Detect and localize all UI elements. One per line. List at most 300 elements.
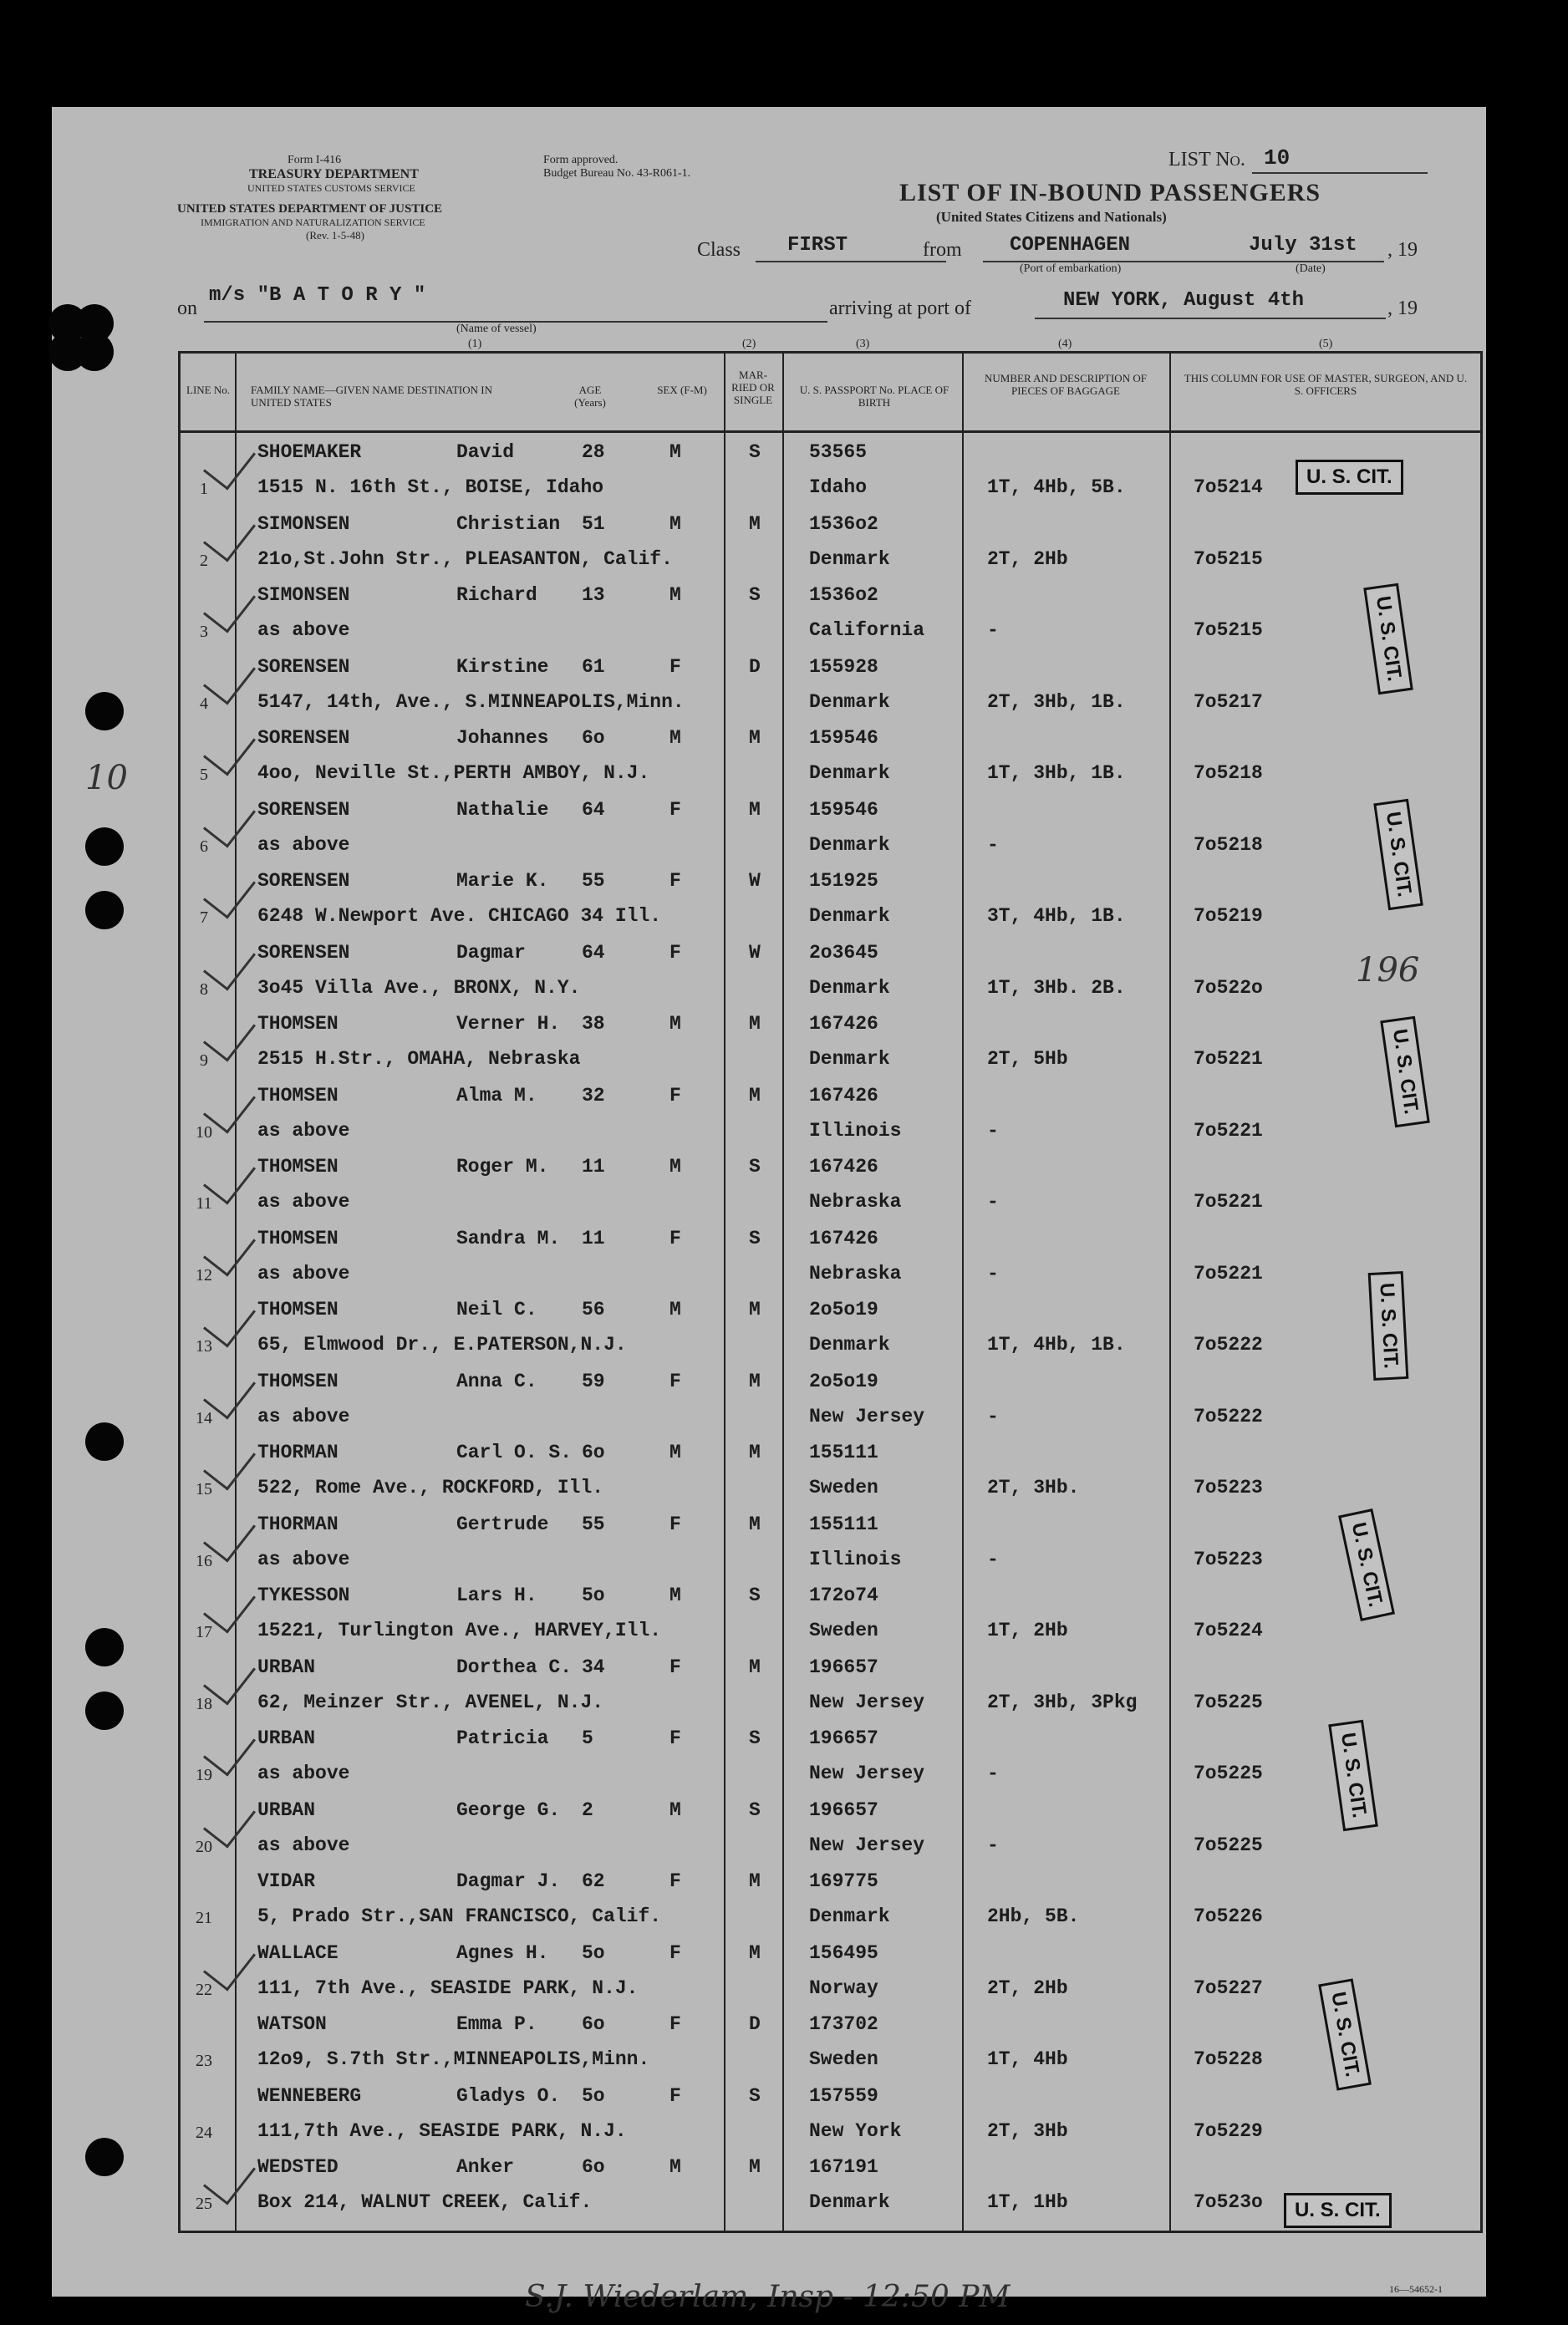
given-name-cell: Nathalie <box>456 798 549 821</box>
destination-cell: 2515 H.Str., OMAHA, Nebraska <box>257 1048 581 1070</box>
table-row <box>181 791 1480 862</box>
surname-cell: THOMSEN <box>257 1156 339 1178</box>
ins-service: IMMIGRATION AND NATURALIZATION SERVICE <box>201 216 425 228</box>
destination-cell: as above <box>257 619 350 641</box>
treasury-dept: TREASURY DEPARTMENT <box>249 167 419 181</box>
officer-code-cell: 7o523o <box>1194 2191 1263 2213</box>
destination-cell: as above <box>257 1405 350 1427</box>
table-row <box>181 1505 1480 1577</box>
line-number-cell: 8 <box>200 979 208 999</box>
given-name-cell: Roger M. <box>456 1156 549 1178</box>
sex-cell: F <box>669 1870 681 1892</box>
embarkation-date: July 31st <box>1249 234 1357 257</box>
passport-number-cell: 167191 <box>809 2156 878 2178</box>
given-name-cell: Kirstine <box>456 655 549 678</box>
column-number: (2) <box>742 338 756 350</box>
passport-number-cell: 2o3645 <box>809 941 878 964</box>
destination-cell: 15221, Turlington Ave., HARVEY,Ill. <box>257 1620 662 1641</box>
officer-code-cell: 7o5215 <box>1194 619 1263 641</box>
passport-number-cell: 173702 <box>809 2013 878 2035</box>
baggage-cell: 2T, 2Hb <box>987 1977 1068 1999</box>
age-cell: 11 <box>582 1227 605 1249</box>
given-name-cell: Richard <box>456 584 537 606</box>
birthplace-cell: Norway <box>809 1977 878 1999</box>
sex-cell: F <box>669 798 681 821</box>
baggage-cell: 2Hb, 5B. <box>987 1905 1080 1927</box>
header-officers: THIS COLUMN FOR USE OF MASTER, SURGEON, AND U. S. OFFICERS <box>1184 372 1468 397</box>
baggage-cell: - <box>987 1548 999 1570</box>
destination-cell: as above <box>257 1548 350 1570</box>
sex-cell: F <box>669 1656 681 1678</box>
sex-cell: F <box>669 655 681 678</box>
officer-code-cell: 7o5218 <box>1194 833 1263 856</box>
surname-cell: THOMSEN <box>257 1084 339 1107</box>
sex-cell: M <box>669 2156 681 2178</box>
baggage-cell: 1T, 1Hb <box>987 2191 1068 2213</box>
age-cell: 55 <box>582 1513 605 1535</box>
marital-status-cell: S <box>749 1798 761 1821</box>
birthplace-cell: Illinois <box>809 1548 902 1570</box>
marital-status-cell: S <box>749 441 761 463</box>
on-label: on <box>177 298 197 319</box>
baggage-cell: - <box>987 1405 999 1427</box>
line-number-cell: 15 <box>196 1480 212 1498</box>
sex-cell: M <box>669 1798 681 1821</box>
birthplace-cell: Denmark <box>809 1334 890 1356</box>
officer-code-cell: 7o5225 <box>1194 1691 1263 1713</box>
given-name-cell: Anker <box>456 2156 515 2178</box>
line-number-cell: 20 <box>196 1837 212 1856</box>
officer-code-cell: 7o5224 <box>1194 1620 1263 1641</box>
baggage-cell: 1T, 4Hb <box>987 2048 1068 2070</box>
table-row <box>181 505 1480 577</box>
marital-status-cell: S <box>749 1227 761 1249</box>
passport-number-cell: 155111 <box>809 1513 878 1535</box>
marital-status-cell: M <box>749 1656 761 1678</box>
age-cell: 6o <box>582 727 605 749</box>
baggage-cell: 1T, 4Hb, 1B. <box>987 1334 1126 1356</box>
officer-code-cell: 7o5221 <box>1194 1262 1263 1285</box>
class-underline <box>756 261 946 262</box>
given-name-cell: Lars H. <box>456 1585 537 1606</box>
table-row <box>181 2005 1480 2077</box>
passenger-table <box>178 351 1483 2233</box>
vessel-note: (Name of vessel) <box>456 323 537 335</box>
sex-cell: F <box>669 1084 681 1107</box>
table-row <box>181 719 1480 791</box>
sex-cell: M <box>669 727 681 749</box>
birthplace-cell: California <box>809 619 925 641</box>
marital-status-cell: W <box>749 870 761 892</box>
arrival-underline <box>1035 318 1386 319</box>
passport-number-cell: 159546 <box>809 727 878 749</box>
punch-hole <box>85 1692 124 1730</box>
age-cell: 62 <box>582 1870 605 1892</box>
line-number-cell: 5 <box>200 766 208 784</box>
destination-cell: 6248 W.Newport Ave. CHICAGO 34 Ill. <box>257 905 662 927</box>
surname-cell: SHOEMAKER <box>257 441 362 463</box>
line-number-cell: 25 <box>196 2195 212 2213</box>
destination-cell: as above <box>257 1262 350 1285</box>
punch-hole <box>85 1422 124 1461</box>
age-cell: 59 <box>582 1370 605 1392</box>
baggage-cell: - <box>987 1191 999 1213</box>
officer-code-cell: 7o522o <box>1194 976 1263 999</box>
officer-code-cell: 7o5217 <box>1194 690 1263 713</box>
justice-dept: UNITED STATES DEPARTMENT OF JUSTICE <box>177 202 443 216</box>
passport-number-cell: 1536o2 <box>809 512 878 535</box>
baggage-cell: 2T, 3Hb <box>987 2119 1068 2142</box>
surname-cell: WALLACE <box>257 1941 339 1964</box>
destination-cell: as above <box>257 1763 350 1784</box>
marital-status-cell: W <box>749 941 761 964</box>
punch-hole <box>85 2138 124 2176</box>
marital-status-cell: S <box>749 584 761 606</box>
given-name-cell: Neil C. <box>456 1299 537 1320</box>
marital-status-cell: M <box>749 727 761 749</box>
officer-code-cell: 7o5227 <box>1194 1977 1263 1999</box>
birthplace-cell: New York <box>809 2119 902 2142</box>
table-row <box>181 1648 1480 1720</box>
line-number-cell: 6 <box>200 837 208 856</box>
officer-code-cell: 7o5214 <box>1194 476 1263 498</box>
header-baggage: NUMBER AND DESCRIPTION OF PIECES OF BAGGAGE <box>985 372 1147 397</box>
sex-cell: F <box>669 1227 681 1249</box>
document-title: LIST OF IN-BOUND PASSENGERS <box>899 179 1321 206</box>
officer-code-cell: 7o5215 <box>1194 547 1263 570</box>
destination-cell: as above <box>257 1191 350 1213</box>
age-cell: 5o <box>582 1585 605 1606</box>
given-name-cell: Marie K. <box>456 870 549 892</box>
table-row <box>181 1076 1480 1148</box>
birthplace-cell: New Jersey <box>809 1405 925 1427</box>
side-note: 196 <box>1356 951 1420 990</box>
given-name-cell: Johannes <box>456 727 549 749</box>
line-number-cell: 11 <box>196 1194 212 1213</box>
birthplace-cell: New Jersey <box>809 1834 925 1856</box>
surname-cell: THOMSEN <box>257 1299 339 1320</box>
table-row <box>181 433 1480 505</box>
birthplace-cell: Denmark <box>809 905 890 927</box>
surname-cell: SIMONSEN <box>257 512 350 535</box>
baggage-cell: - <box>987 619 999 641</box>
birthplace-cell: Denmark <box>809 547 890 570</box>
line-number-cell: 17 <box>196 1623 212 1641</box>
officer-code-cell: 7o5218 <box>1194 762 1263 784</box>
officer-code-cell: 7o5226 <box>1194 1905 1263 1927</box>
baggage-cell: 2T, 2Hb <box>987 547 1068 570</box>
age-cell: 55 <box>582 870 605 892</box>
punch-hole <box>75 333 114 371</box>
year-label: , 19 <box>1387 239 1418 261</box>
surname-cell: THOMSEN <box>257 1227 339 1249</box>
destination-cell: 5147, 14th, Ave., S.MINNEAPOLIS,Minn. <box>257 690 685 713</box>
marital-status-cell: M <box>749 1013 761 1035</box>
given-name-cell: Sandra M. <box>456 1227 561 1249</box>
given-name-cell: Dagmar J. <box>456 1870 561 1892</box>
birthplace-cell: Denmark <box>809 762 890 784</box>
officer-code-cell: 7o5221 <box>1194 1048 1263 1070</box>
given-name-cell: Gladys O. <box>456 2084 561 2107</box>
surname-cell: TYKESSON <box>257 1585 350 1606</box>
birthplace-cell: Denmark <box>809 2191 890 2213</box>
age-cell: 28 <box>582 441 605 463</box>
table-row <box>181 1719 1480 1791</box>
marital-status-cell: M <box>749 1513 761 1535</box>
given-name-cell: Dorthea C. <box>456 1656 573 1678</box>
officer-code-cell: 7o5225 <box>1194 1834 1263 1856</box>
passport-number-cell: 167426 <box>809 1084 878 1107</box>
given-name-cell: David <box>456 441 515 463</box>
passport-number-cell: 167426 <box>809 1013 878 1035</box>
header-age: AGE (Years) <box>574 384 606 409</box>
birthplace-cell: Denmark <box>809 1905 890 1927</box>
inspector-signature: S.J. Wiederlam, Insp - 12:50 PM <box>525 2280 1011 2314</box>
line-number-cell: 18 <box>196 1694 212 1713</box>
table-row <box>181 1147 1480 1219</box>
passport-number-cell: 196657 <box>809 1798 878 1821</box>
given-name-cell: Christian <box>456 512 561 535</box>
column-number: (3) <box>856 338 870 350</box>
officer-code-cell: 7o5221 <box>1194 1119 1263 1142</box>
list-number: 10 <box>1264 145 1291 170</box>
table-row <box>181 1219 1480 1291</box>
header-married: MAR-RIED OR SINGLE <box>731 369 775 406</box>
table-row <box>181 1791 1480 1863</box>
age-cell: 61 <box>582 655 605 678</box>
marital-status-cell: M <box>749 1870 761 1892</box>
sex-cell: F <box>669 2013 681 2035</box>
column-number: (4) <box>1058 338 1072 350</box>
surname-cell: SORENSEN <box>257 798 350 821</box>
passport-number-cell: 157559 <box>809 2084 878 2107</box>
line-number-cell: 22 <box>196 1980 212 1999</box>
destination-cell: 21o,St.John Str., PLEASANTON, Calif. <box>257 547 673 570</box>
punch-hole <box>85 891 124 929</box>
sex-cell: M <box>669 1013 681 1035</box>
line-number-cell: 24 <box>196 2123 212 2142</box>
passport-number-cell: 159546 <box>809 798 878 821</box>
line-number-cell: 10 <box>196 1122 212 1142</box>
punch-hole <box>85 692 124 730</box>
destination-cell: 1515 N. 16th St., BOISE, Idaho <box>257 476 604 498</box>
age-cell: 2 <box>582 1798 593 1821</box>
passport-number-cell: 196657 <box>809 1727 878 1749</box>
passport-number-cell: 2o5o19 <box>809 1299 878 1320</box>
passport-number-cell: 1536o2 <box>809 584 878 606</box>
officer-code-cell: 7o5223 <box>1194 1477 1263 1498</box>
marital-status-cell: M <box>749 2156 761 2178</box>
from-label: from <box>923 239 962 261</box>
destination-cell: 111, 7th Ave., SEASIDE PARK, N.J. <box>257 1977 639 1999</box>
passport-number-cell: 167426 <box>809 1227 878 1249</box>
age-cell: 38 <box>582 1013 605 1035</box>
table-row <box>181 2077 1480 2149</box>
sex-cell: F <box>669 2084 681 2107</box>
punch-hole <box>85 827 124 866</box>
age-cell: 64 <box>582 941 605 964</box>
table-row <box>181 1862 1480 1934</box>
baggage-cell: 1T, 2Hb <box>987 1620 1068 1641</box>
table-row <box>181 1576 1480 1648</box>
destination-cell: 4oo, Neville St.,PERTH AMBOY, N.J. <box>257 762 650 784</box>
surname-cell: SIMONSEN <box>257 584 350 606</box>
passport-number-cell: 53565 <box>809 441 868 463</box>
surname-cell: URBAN <box>257 1798 316 1821</box>
passport-number-cell: 167426 <box>809 1156 878 1178</box>
age-cell: 56 <box>582 1299 605 1320</box>
document-subtitle: (United States Citizens and Nationals) <box>936 209 1167 225</box>
line-number-cell: 9 <box>200 1051 208 1070</box>
surname-cell: SORENSEN <box>257 727 350 749</box>
table-row <box>181 1290 1480 1362</box>
baggage-cell: - <box>987 1119 999 1142</box>
embarkation-port: COPENHAGEN <box>1010 234 1131 257</box>
us-citizen-stamp: U. S. CIT. <box>1328 1720 1378 1831</box>
margin-note: 10 <box>85 759 128 797</box>
birthplace-cell: Denmark <box>809 833 890 856</box>
destination-cell: 5, Prado Str.,SAN FRANCISCO, Calif. <box>257 1905 662 1927</box>
birthplace-cell: New Jersey <box>809 1763 925 1784</box>
header-name: FAMILY NAME—GIVEN NAME DESTINATION IN UNITED STATES <box>251 384 493 409</box>
table-row <box>181 576 1480 648</box>
surname-cell: SORENSEN <box>257 655 350 678</box>
officer-code-cell: 7o5219 <box>1194 905 1263 927</box>
column-number: (1) <box>468 338 482 350</box>
class-label: Class <box>697 239 741 261</box>
officer-code-cell: 7o5229 <box>1194 2119 1263 2142</box>
passport-number-cell: 172o74 <box>809 1585 878 1606</box>
surname-cell: THOMSEN <box>257 1013 339 1035</box>
destination-cell: as above <box>257 1119 350 1142</box>
marital-status-cell: M <box>749 1442 761 1463</box>
passport-number-cell: 155928 <box>809 655 878 678</box>
sex-cell: M <box>669 1442 681 1463</box>
sex-cell: F <box>669 870 681 892</box>
age-cell: 11 <box>582 1156 605 1178</box>
us-citizen-stamp: U. S. CIT. <box>1368 1271 1409 1381</box>
baggage-cell: 1T, 3Hb. 2B. <box>987 976 1126 999</box>
line-number-cell: 19 <box>196 1766 212 1784</box>
given-name-cell: Gertrude <box>456 1513 549 1535</box>
destination-cell: 3o45 Villa Ave., BRONX, N.Y. <box>257 976 581 999</box>
passport-number-cell: 169775 <box>809 1870 878 1892</box>
baggage-cell: 2T, 5Hb <box>987 1048 1068 1070</box>
line-number-cell: 2 <box>200 551 208 570</box>
us-citizen-stamp: U. S. CIT. <box>1363 583 1413 694</box>
surname-cell: WATSON <box>257 2013 327 2035</box>
us-citizen-stamp: U. S. CIT. <box>1338 1508 1395 1621</box>
baggage-cell: 2T, 3Hb, 1B. <box>987 690 1126 713</box>
arrival-year-label: , 19 <box>1387 298 1418 319</box>
passport-number-cell: 2o5o19 <box>809 1370 878 1392</box>
officer-code-cell: 7o5222 <box>1194 1405 1263 1427</box>
surname-cell: VIDAR <box>257 1870 316 1892</box>
birthplace-cell: New Jersey <box>809 1691 925 1713</box>
marital-status-cell: D <box>749 655 761 678</box>
surname-cell: WEDSTED <box>257 2156 339 2178</box>
given-name-cell: Anna C. <box>456 1370 537 1392</box>
line-number-cell: 13 <box>196 1337 212 1356</box>
line-number-cell: 21 <box>196 1909 212 1927</box>
column-number: (5) <box>1319 338 1333 350</box>
birthplace-cell: Sweden <box>809 1620 878 1641</box>
marital-status-cell: M <box>749 1370 761 1392</box>
age-cell: 5o <box>582 1941 605 1964</box>
baggage-cell: - <box>987 1262 999 1285</box>
marital-status-cell: M <box>749 1084 761 1107</box>
destination-cell: 12o9, S.7th Str.,MINNEAPOLIS,Minn. <box>257 2048 650 2070</box>
surname-cell: THORMAN <box>257 1513 339 1535</box>
table-row <box>181 1362 1480 1434</box>
destination-cell: as above <box>257 833 350 856</box>
age-cell: 51 <box>582 512 605 535</box>
customs-service: UNITED STATES CUSTOMS SERVICE <box>247 182 415 194</box>
age-cell: 6o <box>582 2013 605 2035</box>
line-number-cell: 23 <box>196 2052 212 2070</box>
surname-cell: SORENSEN <box>257 941 350 964</box>
birthplace-cell: Illinois <box>809 1119 902 1142</box>
birthplace-cell: Denmark <box>809 690 890 713</box>
table-row <box>181 934 1480 1005</box>
birthplace-cell: Denmark <box>809 1048 890 1070</box>
officer-code-cell: 7o5228 <box>1194 2048 1263 2070</box>
sex-cell: F <box>669 1513 681 1535</box>
sex-cell: F <box>669 1941 681 1964</box>
line-number-cell: 1 <box>200 480 208 498</box>
date-note: (Date) <box>1296 262 1326 275</box>
age-cell: 64 <box>582 798 605 821</box>
line-number-cell: 4 <box>200 694 208 713</box>
age-cell: 6o <box>582 1442 605 1463</box>
destination-cell: 111,7th Ave., SEASIDE PARK, N.J. <box>257 2119 627 2142</box>
us-citizen-stamp: U. S. CIT. <box>1284 2193 1392 2228</box>
sex-cell: F <box>669 1727 681 1749</box>
baggage-cell: - <box>987 833 999 856</box>
age-cell: 34 <box>582 1656 605 1678</box>
birthplace-cell: Denmark <box>809 976 890 999</box>
vessel-name: m/s "B A T O R Y " <box>209 284 426 307</box>
destination-cell: Box 214, WALNUT CREEK, Calif. <box>257 2191 593 2213</box>
punch-hole <box>85 1628 124 1666</box>
officer-code-cell: 7o5221 <box>1194 1191 1263 1213</box>
us-citizen-stamp: U. S. CIT. <box>1380 1016 1430 1127</box>
age-cell: 5 <box>582 1727 593 1749</box>
birthplace-cell: Sweden <box>809 1477 878 1498</box>
passport-number-cell: 151925 <box>809 870 878 892</box>
marital-status-cell: S <box>749 1727 761 1749</box>
marital-status-cell: M <box>749 512 761 535</box>
baggage-cell: 1T, 4Hb, 5B. <box>987 476 1126 498</box>
baggage-cell: - <box>987 1834 999 1856</box>
header-line-no: LINE No. <box>186 384 230 396</box>
arrival-port: NEW YORK, August 4th <box>1063 289 1305 312</box>
budget-bureau: Budget Bureau No. 43-R061-1. <box>543 167 691 180</box>
destination-cell: 62, Meinzer Str., AVENEL, N.J. <box>257 1691 604 1713</box>
marital-status-cell: M <box>749 1941 761 1964</box>
form-number: Form I-416 <box>288 154 342 166</box>
table-row <box>181 1005 1480 1076</box>
given-name-cell: Emma P. <box>456 2013 537 2035</box>
sex-cell: F <box>669 1370 681 1392</box>
birthplace-cell: Nebraska <box>809 1262 902 1285</box>
marital-status-cell: D <box>749 2013 761 2035</box>
footer-code: 16—54652-1 <box>1389 2283 1443 2295</box>
revision: (Rev. 1-5-48) <box>306 229 364 242</box>
sex-cell: M <box>669 584 681 606</box>
given-name-cell: Carl O. S. <box>456 1442 573 1463</box>
passport-number-cell: 156495 <box>809 1941 878 1964</box>
